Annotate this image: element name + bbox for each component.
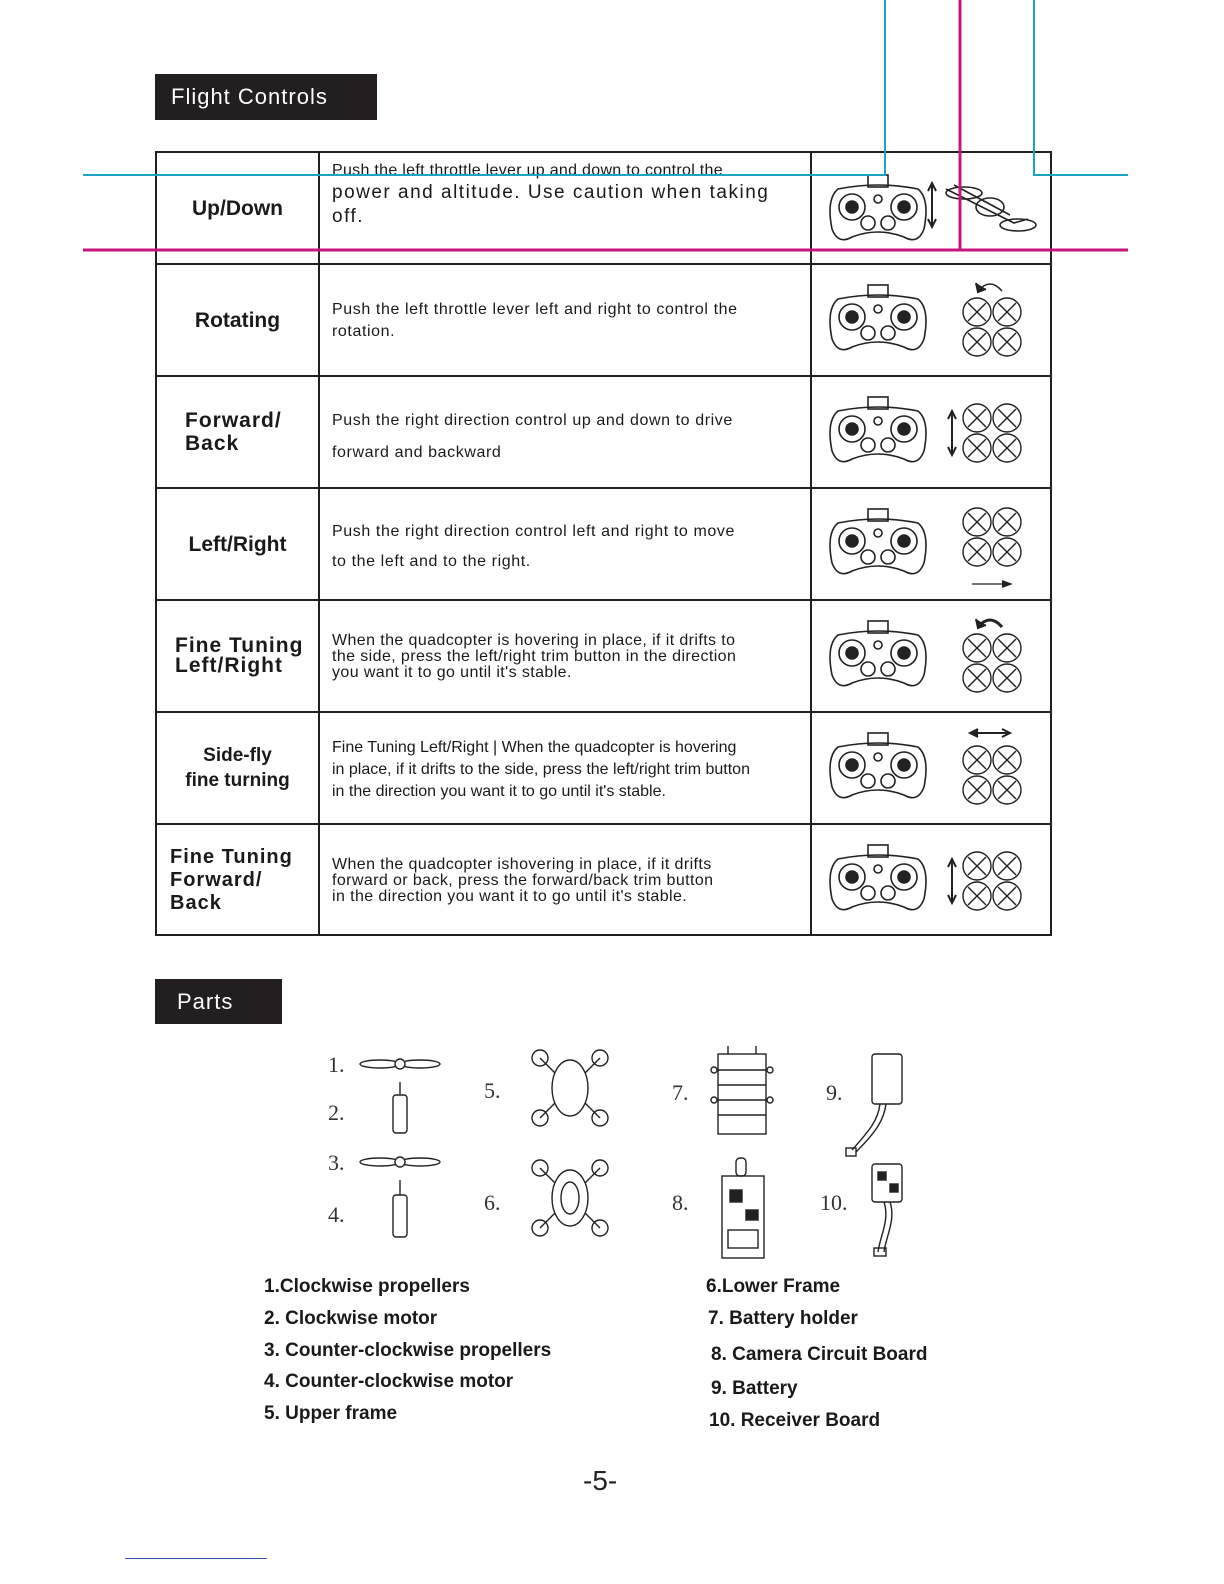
part-number: 7. (672, 1080, 689, 1105)
quadcopter-top-icon (963, 634, 1021, 692)
legend-item: 9. Battery (711, 1378, 798, 1399)
transmitter-icon (830, 621, 926, 686)
transmitter-icon (830, 397, 926, 462)
control-description: When the quadcopter ishovering in place, if it drifts forward or back, press the forward/back trim button in the direction you want it to go until it's stable. (332, 856, 714, 905)
table-row-side-fly (157, 711, 1050, 823)
camera-circuit-board-icon (722, 1158, 764, 1258)
transmitter-icon (830, 509, 926, 574)
part-number: 3. (328, 1150, 345, 1175)
table-row-left-right (157, 487, 1050, 599)
part-number: 10. (820, 1190, 848, 1215)
controller-left-right-icon (814, 489, 1050, 599)
print-guide-lines (0, 0, 1224, 260)
flight-controls-table (155, 151, 1052, 936)
controller-forward-back-icon (814, 377, 1050, 487)
control-description: Push the left throttle lever up and down to control the power and altitude. Use caution when taking off. (332, 162, 770, 227)
direction-arrow-icon (972, 581, 1010, 587)
table-row-fine-tuning-left-right (157, 599, 1050, 711)
legend-item: 2. Clockwise motor (264, 1308, 438, 1329)
motor-icon (393, 1180, 407, 1237)
lower-frame-icon (532, 1160, 608, 1236)
parts-title: Parts (177, 988, 234, 1014)
quadcopter-top-icon (963, 298, 1021, 356)
direction-arrow-icon (948, 411, 956, 455)
part-number: 6. (484, 1190, 501, 1215)
parts-drawings (300, 1040, 960, 1270)
table-row-rotating (157, 263, 1050, 375)
legend-item: 10. Receiver Board (709, 1410, 881, 1431)
legend-item: 3. Counter-clockwise propellers (264, 1340, 552, 1361)
control-description: Push the left throttle lever left and right to control the rotation. (332, 301, 738, 340)
transmitter-icon (830, 733, 926, 798)
transmitter-icon (830, 285, 926, 350)
control-label: Left/Right (188, 532, 287, 556)
motor-icon (393, 1082, 407, 1133)
parts-header (155, 979, 282, 1024)
control-description: Push the right direction control up and down to drive forward and backward (332, 412, 733, 461)
quadcopter-top-icon (963, 508, 1021, 566)
transmitter-icon (830, 845, 926, 910)
part-number: 2. (328, 1100, 345, 1125)
direction-arrow-icon (976, 619, 1002, 628)
table-row-forward-back (157, 375, 1050, 487)
upper-frame-icon (532, 1050, 608, 1126)
legend-item: 5. Upper frame (264, 1403, 398, 1424)
part-number: 9. (826, 1080, 843, 1105)
legend-item: 8. Camera Circuit Board (711, 1344, 928, 1365)
flight-controls-title: Flight Controls (171, 84, 328, 109)
controller-rotate-drone-top-icon (814, 265, 1050, 375)
legend-item: 7. Battery holder (708, 1308, 858, 1329)
control-label: Rotating (194, 308, 281, 332)
control-description: When the quadcopter is hovering in place, if it drifts to the side, press the left/right trim button in the direction you want it to go until it's stable. (332, 632, 737, 681)
direction-arrow-icon (976, 283, 1002, 292)
direction-arrow-icon (948, 859, 956, 903)
part-number: 5. (484, 1078, 501, 1103)
quadcopter-top-icon (963, 404, 1021, 462)
bottom-rule (125, 1558, 267, 1559)
battery-holder-icon (711, 1046, 773, 1134)
legend-item: 1.Clockwise propellers (264, 1276, 470, 1297)
control-label: Fine Tuning Left/Right (175, 634, 304, 677)
direction-arrow-icon (970, 729, 1010, 737)
control-description: Fine Tuning Left/Right | When the quadcopter is hovering in place, if it drifts to the side, press the left/right trim button in the direction you want it to go until it's stable. (332, 739, 750, 800)
propeller-icon (360, 1157, 440, 1167)
controller-trim-rotate-icon (814, 601, 1050, 711)
control-label: Up/Down (192, 196, 283, 220)
part-number: 1. (328, 1052, 345, 1077)
legend-item: 6.Lower Frame (706, 1276, 841, 1297)
page-number: -5- (583, 1465, 618, 1496)
control-label: Fine Tuning Forward/ Back (170, 846, 293, 914)
part-number: 8. (672, 1190, 689, 1215)
control-description: Push the right direction control left and right to move to the left and to the right. (332, 523, 735, 570)
part-number: 4. (328, 1202, 345, 1227)
control-label: Side-fly fine turning (185, 745, 290, 791)
controller-trim-forward-back-icon (814, 825, 1050, 936)
battery-icon (846, 1054, 902, 1156)
control-label: Forward/ Back (185, 409, 282, 455)
receiver-board-icon (872, 1164, 902, 1256)
propeller-icon (360, 1059, 440, 1069)
parts-diagram (300, 1040, 960, 1270)
controller-side-fly-icon (814, 713, 1050, 823)
quadcopter-top-icon (963, 746, 1021, 804)
table-row-fine-tuning-forward-back (157, 823, 1050, 936)
quadcopter-top-icon (963, 852, 1021, 910)
legend-item: 4. Counter-clockwise motor (264, 1371, 514, 1392)
